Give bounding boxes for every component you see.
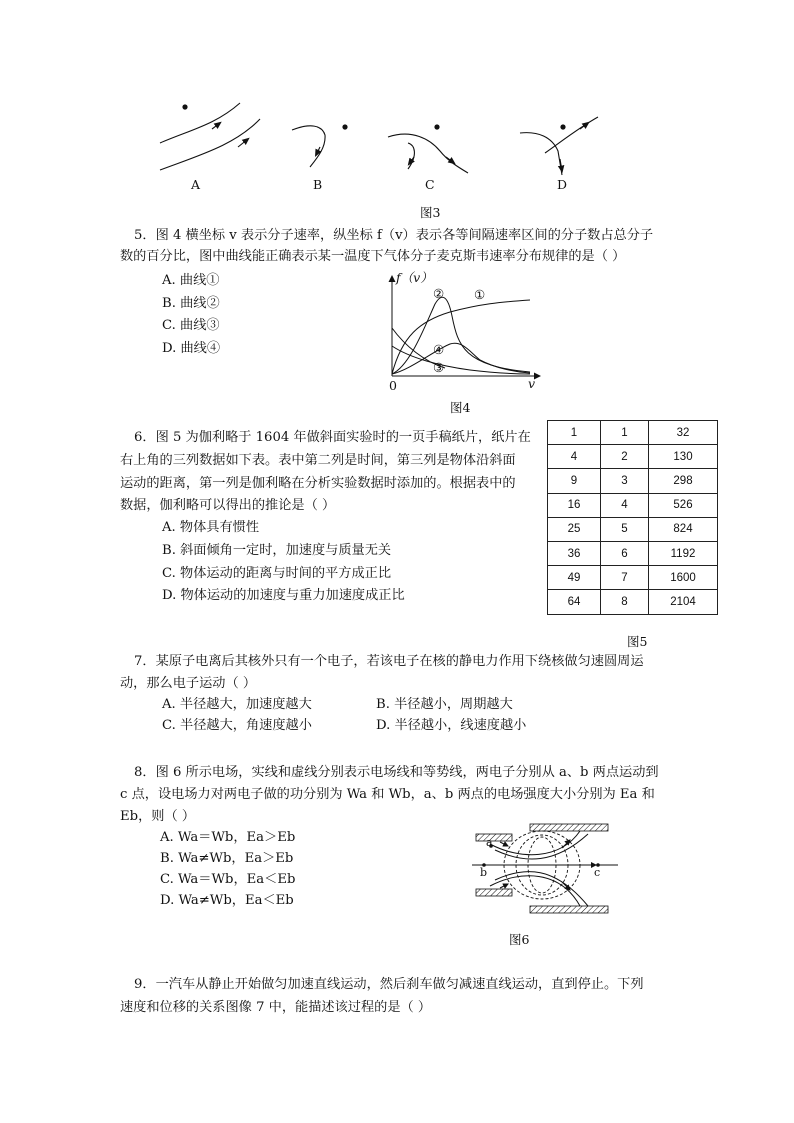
question-8-line-1: 8．图 6 所示电场，实线和虚线分别表示电场线和等势线，两电子分别从 a、b 两点运动到 (134, 765, 659, 780)
question-6-option-a: A. 物体具有惯性 (162, 520, 260, 535)
plate-bottom-right (530, 906, 608, 913)
plate-bottom-left (476, 889, 512, 896)
figure-4-curve-label-1: ① (474, 287, 486, 302)
question-7-line-2: 动，那么电子运动（ ） (120, 676, 257, 691)
figure-4-y-label: f（v） (396, 270, 433, 285)
question-6-option-b: B. 斜面倾角一定时，加速度与质量无关 (162, 543, 392, 558)
table-row (548, 590, 718, 614)
figure-6-caption: 图6 (509, 932, 530, 947)
figure-3-label-a: A (191, 177, 201, 192)
figure-4-origin: 0 (389, 378, 397, 393)
question-5-option-c: C. 曲线③ (162, 318, 220, 333)
table-row (548, 566, 718, 590)
figure-3-diagram (150, 95, 610, 195)
question-6-option-c: C. 物体运动的距离与时间的平方成正比 (162, 566, 392, 581)
figure-4-curve-1 (392, 300, 530, 374)
figure-4-curve-label-3: ③ (433, 360, 445, 375)
question-8-option-b: B. Wa≠Wb，Ea＞Eb (160, 851, 294, 866)
figure-4-caption: 图4 (450, 400, 471, 415)
figure-3-panel-a (160, 103, 260, 170)
table-cell: 3 (601, 469, 649, 493)
question-5-option-a: A. 曲线① (162, 273, 220, 288)
question-6-line-1: 6．图 5 为伽利略于 1604 年做斜面实验时的一页手稿纸片，纸片在 (134, 430, 531, 445)
figure-4-x-label: v (528, 376, 536, 391)
table-cell: 298 (649, 469, 718, 493)
figure-3-caption: 图3 (420, 205, 441, 220)
figure-3-panel-b (292, 124, 348, 167)
table-cell: 526 (649, 493, 718, 517)
question-5-option-d: D. 曲线④ (162, 341, 221, 356)
table-cell: 2104 (649, 590, 718, 614)
question-6-line-3: 运动的距离，第一列是伽利略在分析实验数据时添加的。根据表中的 (120, 476, 516, 491)
table-row (548, 445, 718, 469)
table-cell: 64 (548, 590, 601, 614)
question-7-option-a: A. 半径越大，加速度越大 (162, 697, 312, 712)
table-row (548, 469, 718, 493)
table-cell: 1 (548, 421, 601, 445)
table-row (548, 517, 718, 541)
table-cell: 6 (601, 541, 649, 565)
table-cell: 7 (601, 566, 649, 590)
figure-3-panel-c (388, 124, 468, 173)
figure-3-label-d: D (557, 177, 568, 192)
table-cell: 824 (649, 517, 718, 541)
question-8-option-d: D. Wa≠Wb，Ea＜Eb (160, 893, 294, 908)
question-9-line-1: 9．一汽车从静止开始做匀加速直线运动，然后刹车做匀减速直线运动，直到停止。下列 (134, 977, 644, 992)
question-9-line-2: 速度和位移的关系图像 7 中，能描述该过程的是（ ） (120, 1000, 432, 1015)
table-cell: 16 (548, 493, 601, 517)
question-6-line-2: 右上角的三列数据如下表。表中第二列是时间，第三列是物体沿斜面 (120, 453, 516, 468)
plate-top-left (476, 834, 512, 841)
table-cell: 36 (548, 541, 601, 565)
figure-4-curve-label-4: ④ (433, 342, 445, 357)
table-cell: 32 (649, 421, 718, 445)
question-8-option-a: A. Wa＝Wb，Ea＞Eb (160, 830, 296, 845)
table-cell: 2 (601, 445, 649, 469)
plate-top-right (530, 824, 608, 831)
table-row (548, 541, 718, 565)
figure-4-curve-label-2: ② (433, 286, 445, 301)
table-cell: 1192 (649, 541, 718, 565)
table-cell: 1600 (649, 566, 718, 590)
figure-6-point-a: a (486, 836, 493, 849)
question-5-line-2: 数的百分比，图中曲线能正确表示某一温度下气体分子麦克斯韦速率分布规律的是（ ） (120, 249, 626, 264)
figure-5-caption: 图5 (627, 634, 648, 649)
question-5-line-1: 5．图 4 横坐标 v 表示分子速率，纵坐标 f（v）表示各等间隔速率区间的分子数占总分子 (134, 228, 654, 243)
figure-3-label-c: C (425, 177, 435, 192)
figure-6-point-b: b (480, 866, 488, 879)
table-cell: 130 (649, 445, 718, 469)
table-cell: 4 (601, 493, 649, 517)
question-8-option-c: C. Wa＝Wb，Ea＜Eb (160, 872, 296, 887)
table-cell: 8 (601, 590, 649, 614)
question-5-option-b: B. 曲线② (162, 296, 220, 311)
figure-3-panel-d (520, 117, 598, 175)
question-8-line-3: Eb，则（ ） (120, 809, 196, 824)
question-7-line-1: 7．某原子电离后其核外只有一个电子，若该电子在核的静电力作用下绕核做匀速圆周运 (134, 654, 644, 669)
question-7-option-c: C. 半径越大，角速度越小 (162, 718, 312, 733)
figure-3-label-b: B (313, 177, 323, 192)
table-cell: 9 (548, 469, 601, 493)
table-cell: 5 (601, 517, 649, 541)
question-7-option-d: D. 半径越小，线速度越小 (376, 718, 527, 733)
question-7-option-b: B. 半径越小，周期越大 (376, 697, 513, 712)
table-cell: 25 (548, 517, 601, 541)
table-row (548, 493, 718, 517)
question-6-line-4: 数据，伽利略可以得出的推论是（ ） (120, 498, 336, 513)
table-cell: 4 (548, 445, 601, 469)
question-6-option-d: D. 物体运动的加速度与重力加速度成正比 (162, 588, 405, 603)
figure-6-point-c: c (594, 866, 601, 879)
question-8-line-2: c 点，设电场力对两电子做的功分别为 Wa 和 Wb，a、b 两点的电场强度大小分别为 Ea 和 (120, 787, 655, 802)
table-cell: 1 (601, 421, 649, 445)
table-row (548, 421, 718, 445)
table-cell: 49 (548, 566, 601, 590)
figure-5-table (547, 420, 718, 615)
